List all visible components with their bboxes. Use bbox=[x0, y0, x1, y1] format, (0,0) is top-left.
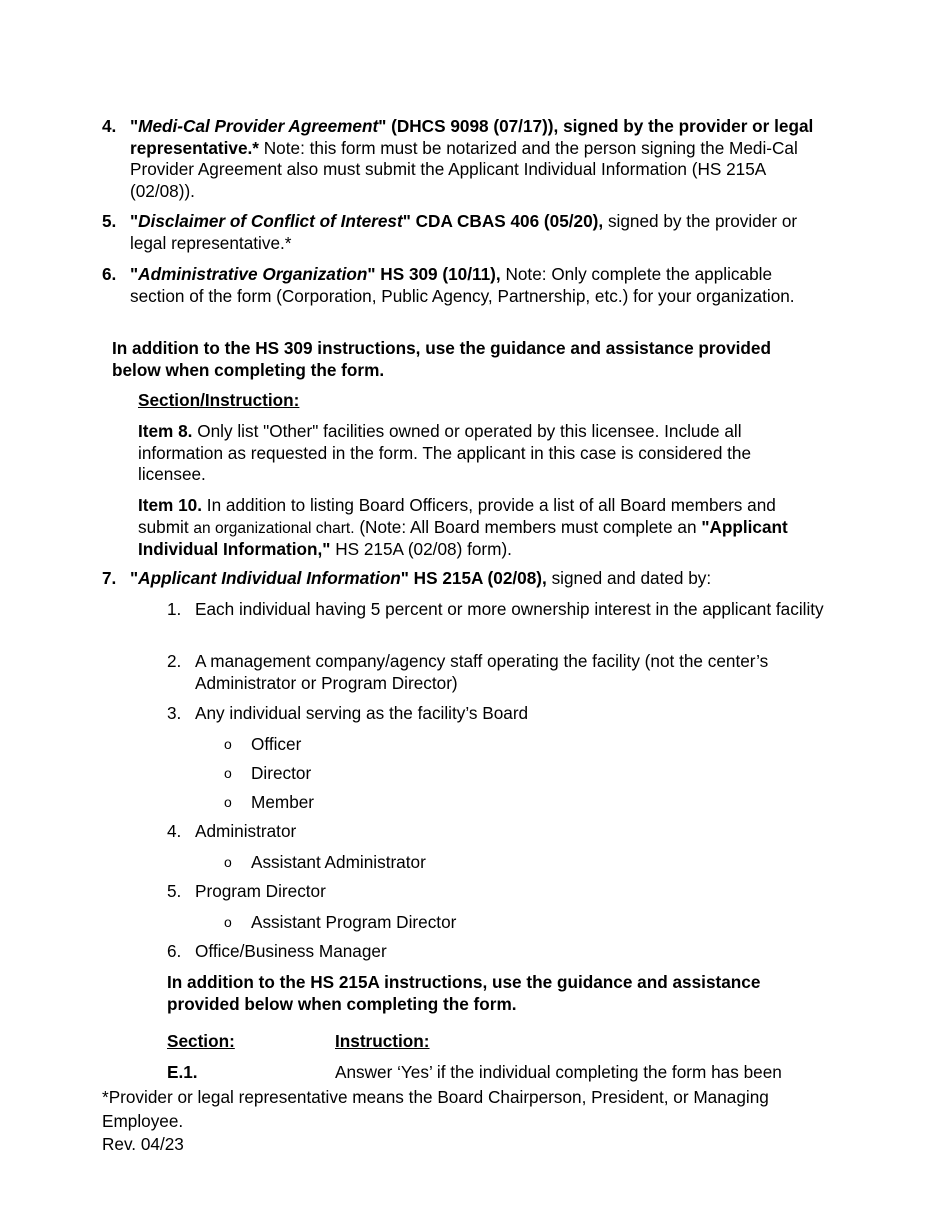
sublist-item: Program Director bbox=[195, 881, 326, 901]
sublist-item: Administrator bbox=[195, 821, 297, 841]
item-4-title: Medi-Cal Provider Agreement bbox=[138, 116, 379, 136]
item-5-title: Disclaimer of Conflict of Interest bbox=[138, 211, 403, 231]
sublist-number: 5. bbox=[167, 881, 182, 901]
admin-bullet-item: Assistant Administrator bbox=[251, 852, 426, 872]
sublist-number: 1. bbox=[167, 599, 182, 619]
sublist-item: Each individual having 5 percent or more ownership interest in the applicant facility bbox=[195, 599, 824, 619]
bullet-icon: o bbox=[224, 794, 232, 810]
sublist-number: 2. bbox=[167, 651, 182, 671]
item-4-text: "Medi-Cal Provider Agreement" (DHCS 9098 (07/17)), signed by the provider or legal representative.* Note: this form must be notarized and the person signing the Medi-Cal Provider Agreement also must submit the Applicant Individual Information (HS 215A (02/08)). bbox=[130, 116, 814, 201]
item-5-number: 5. bbox=[102, 211, 117, 231]
revision-date: Rev. 04/23 bbox=[102, 1134, 184, 1154]
section-instruction-heading: Section/Instruction: bbox=[138, 390, 300, 410]
sublist-number: 6. bbox=[167, 941, 182, 961]
item-5-text: "Disclaimer of Conflict of Interest" CDA CBAS 406 (05/20), signed by the provider or legal representative.* bbox=[130, 211, 798, 253]
sublist-item: Any individual serving as the facility’s Board bbox=[195, 703, 529, 723]
footnote: *Provider or legal representative means the Board Chairperson, President, or Managing Employee. bbox=[102, 1087, 769, 1131]
item-7-title: Applicant Individual Information bbox=[138, 568, 401, 588]
hs309-guidance: In addition to the HS 309 instructions, use the guidance and assistance provided below when completing the form. bbox=[112, 338, 771, 380]
item-10-instruction: Item 10. In addition to listing Board Officers, provide a list of all Board members and submit an organizational chart. (Note: All Board members must complete an "Applicant Individual Information," HS 215A (02/08) form). bbox=[138, 495, 788, 559]
board-bullet-item: Officer bbox=[251, 734, 302, 754]
bullet-icon: o bbox=[224, 765, 232, 781]
sublist-number: 3. bbox=[167, 703, 182, 723]
hs215a-guidance: In addition to the HS 215A instructions, use the guidance and assistance provided below when completing the form. bbox=[167, 972, 761, 1014]
item-4-number: 4. bbox=[102, 116, 117, 136]
sublist-number: 4. bbox=[167, 821, 182, 841]
bullet-icon: o bbox=[224, 736, 232, 752]
table-header-instruction: Instruction: bbox=[335, 1031, 430, 1051]
board-bullet-item: Member bbox=[251, 792, 315, 812]
item-8-instruction: Item 8. Only list "Other" facilities owned or operated by this licensee. Include all information as requested in the form. The applicant in this case is considered the licensee. bbox=[138, 421, 752, 484]
bullet-icon: o bbox=[224, 854, 232, 870]
sublist-item: Office/Business Manager bbox=[195, 941, 387, 961]
e1-instruction: Answer ‘Yes’ if the individual completing the form has been bbox=[335, 1062, 782, 1082]
item-6-title: Administrative Organization bbox=[138, 264, 368, 284]
table-header-section: Section: bbox=[167, 1031, 235, 1051]
item-6-number: 6. bbox=[102, 264, 117, 284]
director-bullet-item: Assistant Program Director bbox=[251, 912, 457, 932]
item-7-text: "Applicant Individual Information" HS 215A (02/08), signed and dated by: bbox=[130, 568, 712, 588]
sublist-item: A management company/agency staff operating the facility (not the center’s Administrator or Program Director) bbox=[195, 651, 769, 693]
item-7-number: 7. bbox=[102, 568, 117, 588]
board-bullet-item: Director bbox=[251, 763, 312, 783]
bullet-icon: o bbox=[224, 914, 232, 930]
item-6-text: "Administrative Organization" HS 309 (10/11), Note: Only complete the applicable section of the form (Corporation, Public Agency, Partnership, etc.) for your organization. bbox=[130, 264, 795, 306]
e1-section: E.1. bbox=[167, 1062, 198, 1082]
